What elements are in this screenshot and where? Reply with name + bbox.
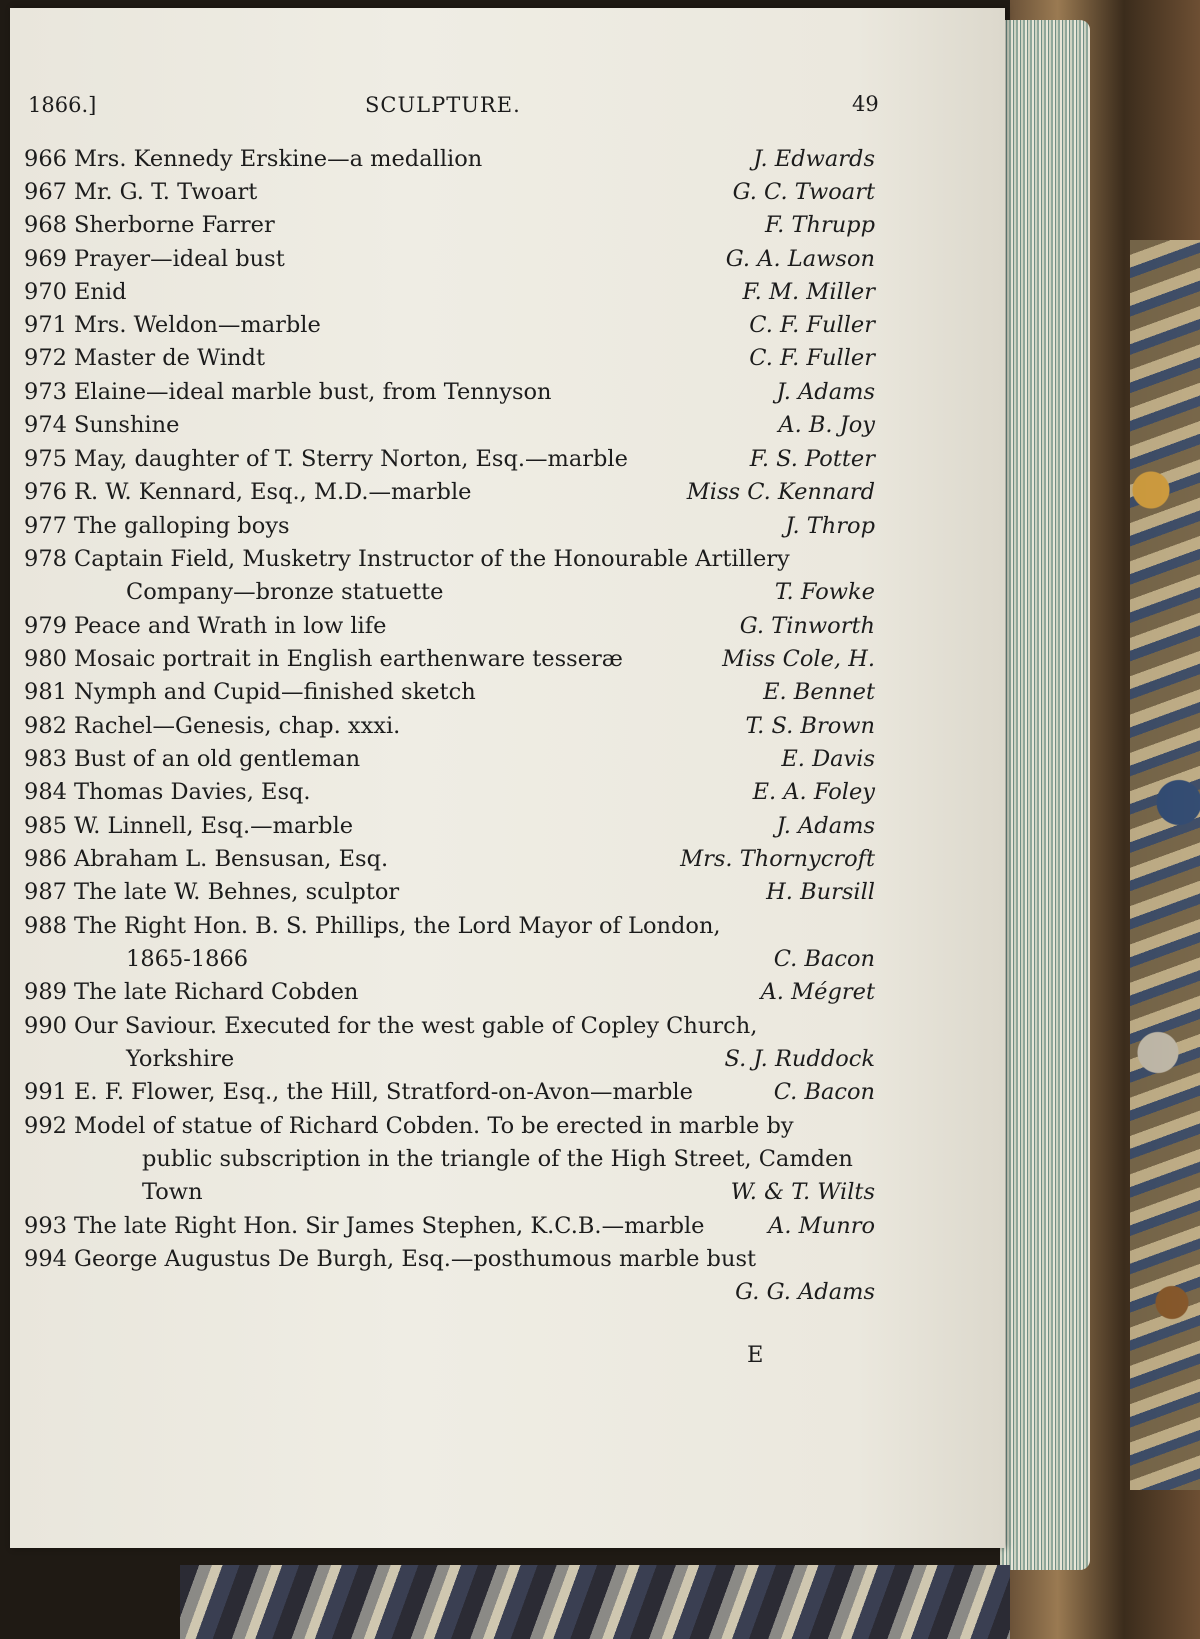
entry-description: The galloping boys [74,513,290,539]
entry-artist: F. S. Potter [749,446,875,472]
entry-number: 987 [24,879,67,905]
entry-description-continued: Yorkshire [126,1046,235,1072]
entry-artist: C. Bacon [773,946,875,972]
entry-number: 993 [24,1213,67,1239]
entry-artist: T. S. Brown [745,713,875,739]
entry-number: 976 [24,479,67,505]
entry-number: 980 [24,646,67,672]
entry-description-continued: Company—bronze statuette [126,579,444,605]
running-head-year: 1866.] [28,93,97,117]
entry-artist: E. Davis [781,746,875,772]
entry-description: Model of statue of Richard Cobden. To be erected in marble by [74,1113,794,1139]
entry-description: Abraham L. Bensusan, Esq. [74,846,389,872]
entry-artist: G. Tinworth [739,613,875,639]
entry-description: May, daughter of T. Sterry Norton, Esq.—marble [74,446,628,472]
entry-artist: E. A. Foley [752,779,875,805]
entry-number: 974 [24,412,67,438]
entry-artist: J. Throp [785,513,875,539]
entry-description: The late Richard Cobden [74,979,359,1005]
entry-description: Elaine—ideal marble bust, from Tennyson [74,379,552,405]
entry-description: Sherborne Farrer [74,212,275,238]
entry-artist: E. Bennet [763,679,875,705]
running-head-title: SCULPTURE. [365,93,521,117]
entry-number: 990 [24,1013,67,1039]
entry-artist: W. & T. Wilts [730,1179,875,1205]
entry-description: Mrs. Kennedy Erskine—a medallion [74,146,483,172]
book-page [10,8,1005,1548]
entry-number: 983 [24,746,67,772]
entry-artist: Mrs. Thornycroft [680,846,875,872]
entry-description: Captain Field, Musketry Instructor of the Honourable Artillery [74,546,790,572]
entry-number: 970 [24,279,67,305]
entry-description: Mrs. Weldon—marble [74,312,321,338]
entry-artist: J. Adams [776,813,875,839]
entry-description: The late Right Hon. Sir James Stephen, K.C.B.—marble [74,1213,705,1239]
entry-number: 967 [24,179,67,205]
entry-number: 975 [24,446,67,472]
entry-description-continued: public subscription in the triangle of the High Street, Camden [142,1146,853,1172]
entry-artist: G. A. Lawson [725,246,875,272]
entry-description-continued: 1865-1866 [126,946,249,972]
entry-number: 994 [24,1246,67,1272]
entry-description: Our Saviour. Executed for the west gable of Copley Church, [74,1013,758,1039]
entry-number: 978 [24,546,67,572]
entry-number: 992 [24,1113,67,1139]
bottom-marbled-edge [180,1565,1010,1639]
entry-artist: J. Adams [776,379,875,405]
entry-description: Master de Windt [74,345,265,371]
entry-artist: T. Fowke [774,579,875,605]
entry-description: Mr. G. T. Twoart [74,179,258,205]
page-number: 49 [852,92,879,116]
entry-number: 973 [24,379,67,405]
entry-description: R. W. Kennard, Esq., M.D.—marble [74,479,472,505]
entry-number: 982 [24,713,67,739]
entry-description: Prayer—ideal bust [74,246,285,272]
entry-number: 977 [24,513,67,539]
entry-number: 981 [24,679,67,705]
entry-artist: J. Edwards [753,146,875,172]
entry-number: 985 [24,813,67,839]
entry-description: Enid [74,279,127,305]
entry-number: 969 [24,246,67,272]
entry-number: 988 [24,913,67,939]
entry-number: 972 [24,345,67,371]
entry-description: Sunshine [74,412,180,438]
entry-artist: A. Munro [768,1213,875,1239]
entry-number: 989 [24,979,67,1005]
entry-artist: A. Mégret [760,979,875,1005]
entry-number: 979 [24,613,67,639]
entry-artist: H. Bursill [766,879,875,905]
entry-description: Rachel—Genesis, chap. xxxi. [74,713,401,739]
entry-description: Peace and Wrath in low life [74,613,387,639]
entry-description-continued: Town [142,1179,203,1205]
entry-description: Bust of an old gentleman [74,746,361,772]
entry-description: George Augustus De Burgh, Esq.—posthumous marble bust [74,1246,757,1272]
entry-description: The late W. Behnes, sculptor [74,879,400,905]
entry-description: Nymph and Cupid—finished sketch [74,679,476,705]
entry-artist: F. Thrupp [765,212,875,238]
entry-artist: A. B. Joy [778,412,875,438]
entry-artist: S. J. Ruddock [724,1046,875,1072]
entry-number: 966 [24,146,67,172]
signature-mark: E [747,1342,764,1368]
entry-artist: Miss C. Kennard [686,479,875,505]
entry-artist: G. G. Adams [735,1279,875,1305]
entry-description: Mosaic portrait in English earthenware tesseræ [74,646,623,672]
entry-number: 971 [24,312,67,338]
entry-artist: F. M. Miller [742,279,875,305]
entry-number: 991 [24,1079,67,1105]
entry-description: The Right Hon. B. S. Phillips, the Lord Mayor of London, [74,913,721,939]
entry-description: Thomas Davies, Esq. [74,779,311,805]
entry-number: 986 [24,846,67,872]
entry-description: W. Linnell, Esq.—marble [74,813,354,839]
entry-number: 968 [24,212,67,238]
page-edges [1000,20,1090,1570]
entry-artist: G. C. Twoart [732,179,875,205]
entry-number: 984 [24,779,67,805]
entry-description: E. F. Flower, Esq., the Hill, Stratford-on-Avon—marble [74,1079,693,1105]
entry-artist: C. Bacon [773,1079,875,1105]
entry-artist: C. F. Fuller [749,345,875,371]
entry-artist: C. F. Fuller [749,312,875,338]
entry-artist: Miss Cole, H. [722,646,875,672]
marbled-endpaper [1130,240,1200,1490]
